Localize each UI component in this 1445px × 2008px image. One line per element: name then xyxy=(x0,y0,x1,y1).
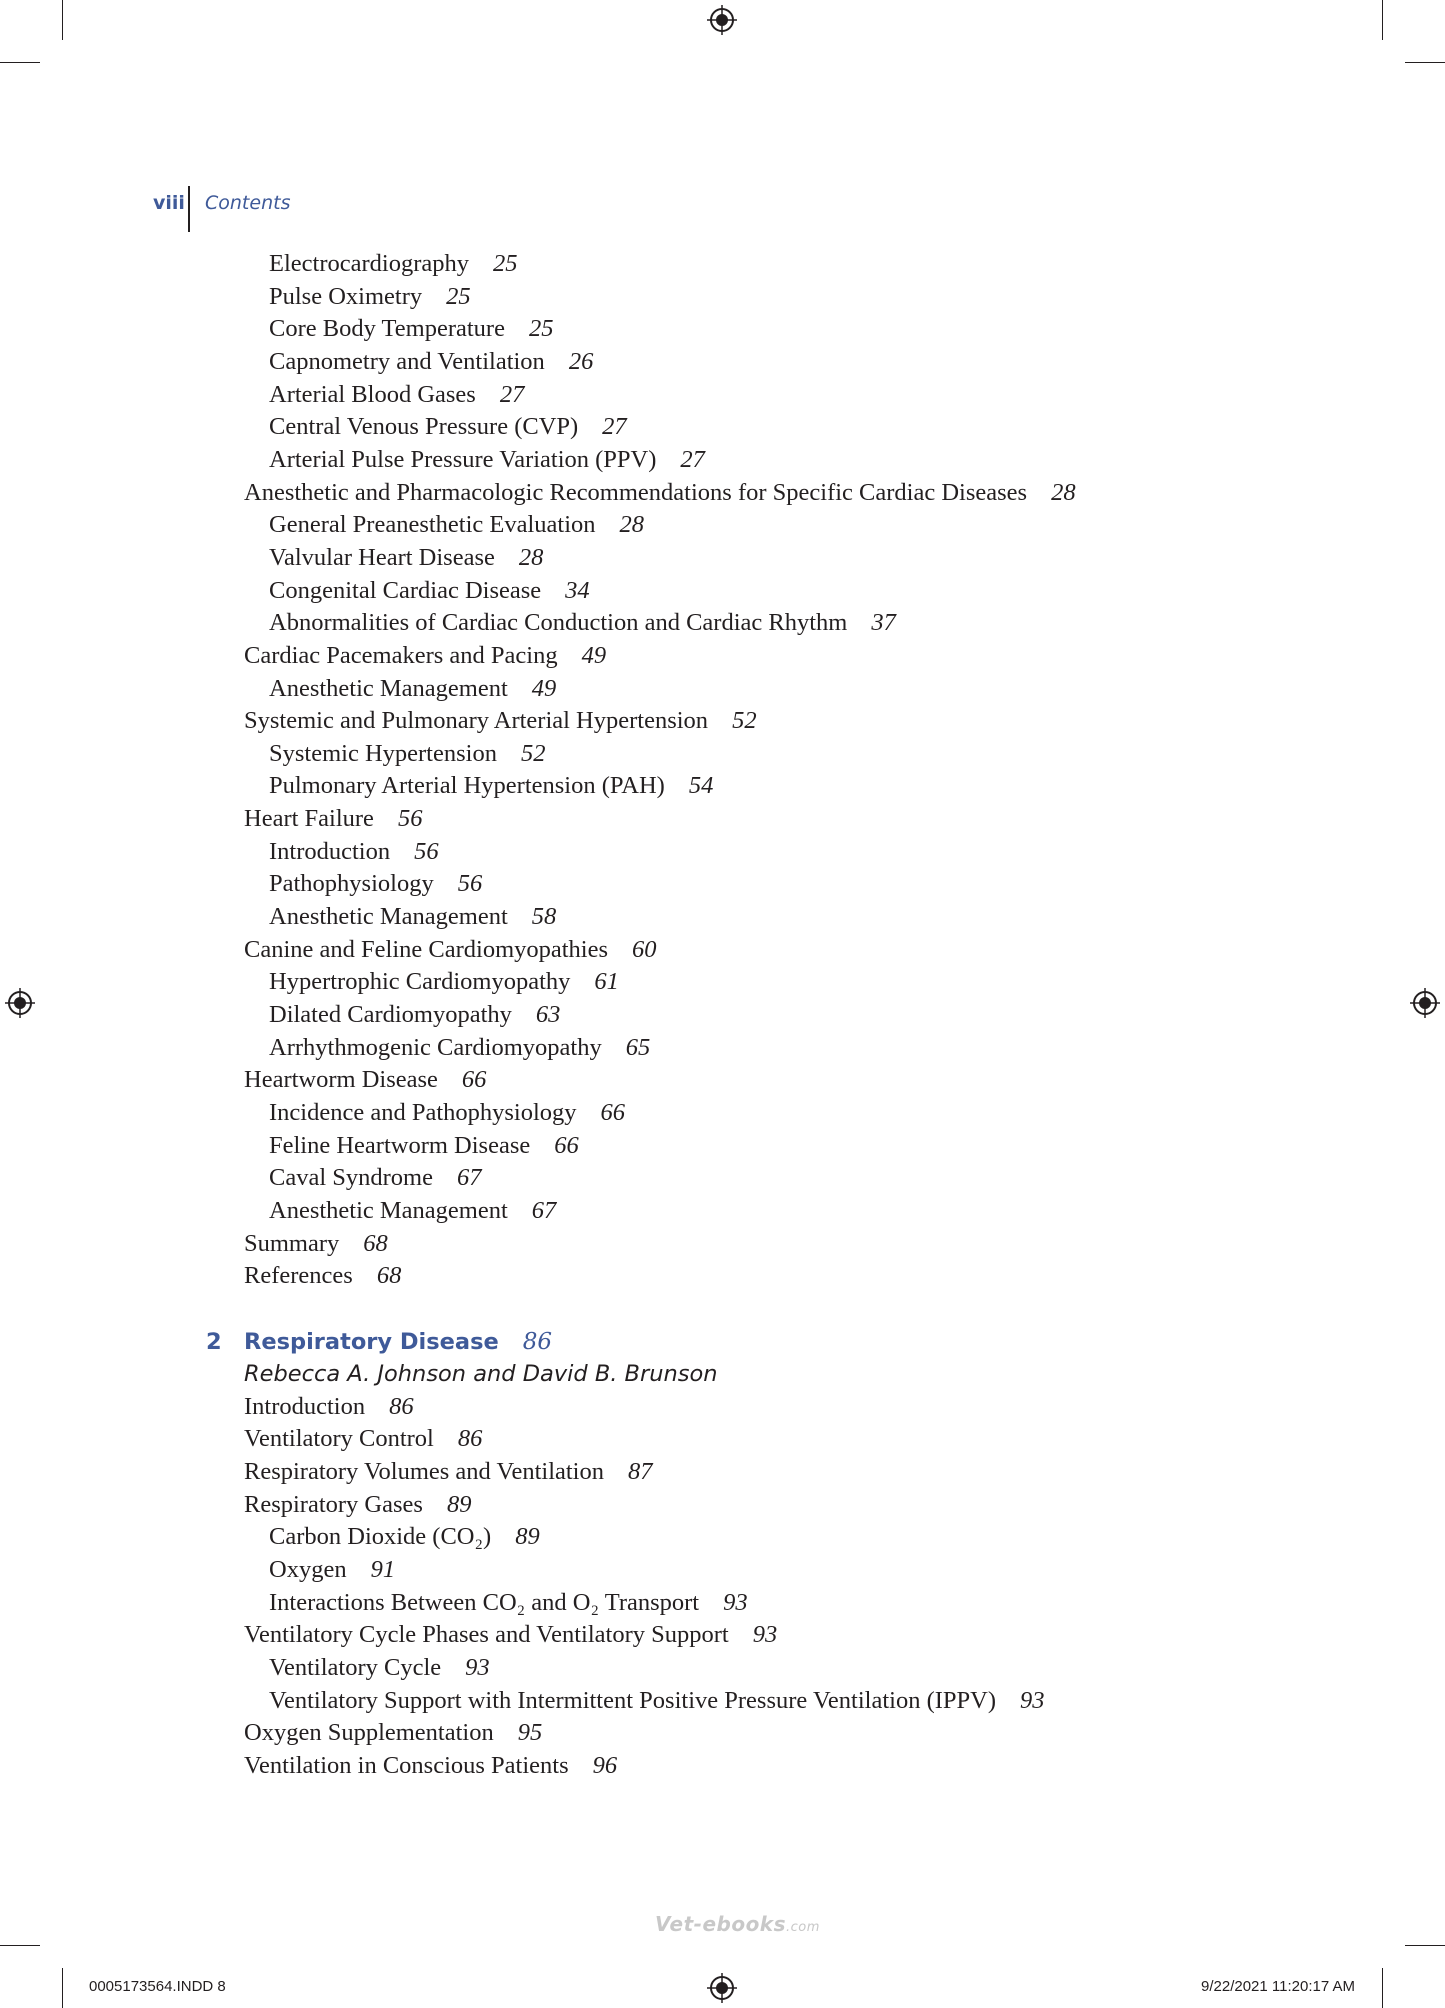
entry-page-number: 91 xyxy=(370,1556,396,1583)
entry-page-number: 34 xyxy=(565,576,590,604)
entry-page-number: 65 xyxy=(625,1033,651,1061)
entry-page-number: 26 xyxy=(568,347,594,375)
toc-subsection-entry xyxy=(269,1131,579,1161)
entry-page-number: 52 xyxy=(732,707,757,735)
entry-title: Anesthetic Management xyxy=(269,674,508,702)
entry-title: Hypertrophic Cardiomyopathy xyxy=(269,968,571,996)
entry-title: Ventilation in Conscious Patients xyxy=(244,1751,569,1779)
entry-title: Systemic and Pulmonary Arterial Hypertension xyxy=(244,707,709,735)
toc-subsection-entry xyxy=(269,445,705,475)
toc-section-entry xyxy=(244,1457,653,1487)
entry-page-number: 66 xyxy=(554,1131,579,1159)
chapter-number: 2 xyxy=(206,1328,222,1355)
toc-section-entry xyxy=(244,1229,388,1259)
entry-title: Systemic Hypertension xyxy=(269,739,497,767)
entry-title: Congenital Cardiac Disease xyxy=(269,576,542,604)
entry-title: Abnormalities of Cardiac Conduction and Cardiac Rhythm xyxy=(269,609,848,637)
entry-title: Ventilatory Support with Intermittent Positive Pressure Ventilation (IPPV) xyxy=(269,1686,996,1714)
entry-title: Pathophysiology xyxy=(269,870,434,898)
toc-section-entry xyxy=(244,1718,542,1748)
entry-page-number: 93 xyxy=(723,1588,748,1616)
toc-subsection-entry xyxy=(269,608,896,638)
entry-page-number: 66 xyxy=(461,1066,487,1094)
entry-page-number: 89 xyxy=(515,1523,540,1551)
entry-title: Summary xyxy=(244,1229,340,1257)
toc-subsection-entry xyxy=(269,674,556,704)
entry-page-number: 86 xyxy=(457,1425,483,1453)
toc-section-entry xyxy=(244,478,1076,508)
entry-title: Respiratory Gases xyxy=(244,1490,423,1518)
chapter-authors: Rebecca A. Johnson and David B. Brunson xyxy=(244,1361,718,1388)
entry-page-number: 60 xyxy=(632,935,657,963)
entry-page-number: 25 xyxy=(492,250,518,277)
entry-title: Anesthetic and Pharmacologic Recommendations for Specific Cardiac Diseases xyxy=(244,478,1028,506)
entry-title: Introduction xyxy=(269,837,391,865)
toc-subsection-entry xyxy=(269,282,471,312)
entry-page-number: 28 xyxy=(619,511,645,539)
entry-page-number: 63 xyxy=(535,1000,561,1028)
entry-page-number: 67 xyxy=(457,1164,482,1192)
running-head: Contents xyxy=(205,192,291,214)
toc-subsection-entry xyxy=(269,1686,1045,1716)
toc-section-entry xyxy=(244,1620,777,1650)
entry-page-number: 28 xyxy=(518,543,544,571)
entry-title: Ventilatory Cycle xyxy=(269,1654,442,1681)
entry-title: General Preanesthetic Evaluation xyxy=(269,511,596,539)
toc-section-entry xyxy=(244,804,422,834)
entry-title: Feline Heartworm Disease xyxy=(269,1131,531,1159)
entry-title: Oxygen Supplementation xyxy=(244,1719,494,1747)
entry-page-number: 52 xyxy=(520,739,546,767)
crop-mark xyxy=(1382,0,1383,40)
entry-page-number: 87 xyxy=(628,1458,653,1485)
entry-title: Heart Failure xyxy=(244,805,374,832)
entry-title: Caval Syndrome xyxy=(269,1164,433,1192)
toc-section-entry xyxy=(244,706,757,736)
entry-title: Anesthetic Management xyxy=(269,1196,508,1224)
entry-page-number: 66 xyxy=(600,1098,626,1126)
chapter-title: Respiratory Disease xyxy=(244,1328,499,1355)
toc-subsection-entry xyxy=(269,412,627,442)
entry-page-number: 27 xyxy=(499,380,525,408)
entry-title: Dilated Cardiomyopathy xyxy=(269,1000,512,1028)
crop-mark xyxy=(1405,1945,1445,1946)
entry-title: Central Venous Pressure (CVP) xyxy=(269,413,579,441)
entry-page-number: 93 xyxy=(1020,1686,1045,1714)
toc-subsection-entry xyxy=(269,380,524,410)
entry-title: Pulse Oximetry xyxy=(269,282,423,310)
entry-title: Core Body Temperature xyxy=(269,315,505,343)
toc-section-entry xyxy=(244,1261,401,1291)
toc-subsection-entry xyxy=(269,1196,556,1226)
toc-subsection-entry xyxy=(269,1000,560,1030)
entry-page-number: 25 xyxy=(446,282,471,310)
entry-page-number: 28 xyxy=(1051,478,1076,506)
watermark-logo xyxy=(655,1912,820,1936)
entry-page-number: 93 xyxy=(752,1621,778,1649)
entry-title: Ventilatory Control xyxy=(244,1425,434,1453)
toc-subsection-entry xyxy=(269,837,439,867)
toc-section-entry xyxy=(244,935,657,965)
watermark-text: Vet-ebooks xyxy=(655,1912,787,1936)
entry-title: Arterial Blood Gases xyxy=(269,380,476,408)
toc-section-entry xyxy=(244,1065,486,1095)
crop-mark xyxy=(62,1968,63,2008)
entry-title: Arterial Pulse Pressure Variation (PPV) xyxy=(269,445,657,473)
entry-page-number: 86 xyxy=(389,1392,414,1420)
toc-subsection-entry xyxy=(269,739,545,769)
slug-filename: 0005173564.INDD 8 xyxy=(89,1978,226,1995)
toc-subsection-entry xyxy=(269,576,590,606)
entry-title: Incidence and Pathophysiology xyxy=(269,1098,577,1126)
entry-page-number: 54 xyxy=(688,772,714,800)
toc-subsection-entry xyxy=(269,1522,540,1552)
crop-mark xyxy=(0,62,40,63)
entry-title: Cardiac Pacemakers and Pacing xyxy=(244,641,558,669)
entry-title: Capnometry and Ventilation xyxy=(269,347,545,375)
crop-mark xyxy=(0,1945,40,1946)
entry-page-number: 37 xyxy=(871,609,896,637)
toc-section-entry xyxy=(244,1424,482,1454)
registration-mark-icon xyxy=(1410,988,1440,1018)
entry-title: Electrocardiography xyxy=(269,250,469,277)
entry-page-number: 58 xyxy=(531,903,557,930)
toc-subsection-entry xyxy=(269,771,713,801)
entry-title: Interactions Between CO₂ and O₂ Transport xyxy=(269,1588,700,1616)
header-rule xyxy=(188,186,190,232)
registration-mark-icon xyxy=(5,988,35,1018)
registration-mark-icon xyxy=(707,5,737,35)
toc-subsection-entry xyxy=(269,967,619,997)
entry-page-number: 68 xyxy=(376,1262,402,1290)
toc-section-entry xyxy=(244,1392,414,1422)
toc-subsection-entry xyxy=(269,1555,395,1585)
toc-subsection-entry xyxy=(269,1033,650,1063)
entry-page-number: 49 xyxy=(531,674,557,702)
toc-subsection-entry xyxy=(269,1098,625,1128)
entry-title: References xyxy=(244,1262,353,1290)
toc-subsection-entry xyxy=(269,1588,748,1618)
entry-title: Valvular Heart Disease xyxy=(269,543,495,571)
entry-page-number: 93 xyxy=(465,1654,490,1681)
toc-subsection-entry xyxy=(269,1163,482,1193)
crop-mark xyxy=(62,0,63,40)
toc-section-entry xyxy=(244,641,606,671)
entry-title: Respiratory Volumes and Ventilation xyxy=(244,1458,604,1485)
entry-title: Introduction xyxy=(244,1392,366,1420)
toc-subsection-entry xyxy=(269,902,556,932)
entry-title: Oxygen xyxy=(269,1556,347,1583)
crop-mark xyxy=(1382,1968,1383,2008)
watermark-suffix: .com xyxy=(786,1920,820,1935)
toc-subsection-entry xyxy=(269,249,517,279)
entry-page-number: 27 xyxy=(602,413,627,441)
chapter-page-number: 86 xyxy=(522,1328,553,1355)
toc-subsection-entry xyxy=(269,543,543,573)
entry-title: Canine and Feline Cardiomyopathies xyxy=(244,935,609,963)
entry-page-number: 56 xyxy=(397,805,423,832)
entry-page-number: 27 xyxy=(680,445,705,473)
entry-title: Pulmonary Arterial Hypertension (PAH) xyxy=(269,772,665,800)
chapter-heading xyxy=(206,1327,552,1357)
toc-subsection-entry xyxy=(269,347,593,377)
entry-title: Carbon Dioxide (CO₂) xyxy=(269,1523,492,1551)
entry-page-number: 49 xyxy=(581,641,607,669)
entry-page-number: 68 xyxy=(363,1229,388,1257)
entry-title: Ventilatory Cycle Phases and Ventilatory Support xyxy=(244,1621,729,1649)
page-folio: viii xyxy=(153,192,185,214)
entry-page-number: 67 xyxy=(531,1196,557,1224)
entry-page-number: 89 xyxy=(446,1490,472,1518)
entry-page-number: 56 xyxy=(457,870,483,898)
entry-page-number: 95 xyxy=(517,1719,543,1747)
entry-page-number: 96 xyxy=(592,1751,618,1779)
slug-timestamp: 9/22/2021 11:20:17 AM xyxy=(1201,1978,1356,1995)
crop-mark xyxy=(1405,62,1445,63)
entry-page-number: 56 xyxy=(414,837,439,865)
toc-subsection-entry xyxy=(269,510,644,540)
toc-subsection-entry xyxy=(269,1653,490,1683)
toc-section-entry xyxy=(244,1751,617,1781)
registration-mark-icon xyxy=(707,1973,737,2003)
toc-section-entry xyxy=(244,1490,471,1520)
entry-page-number: 25 xyxy=(528,315,554,343)
toc-subsection-entry xyxy=(269,869,482,899)
entry-title: Arrhythmogenic Cardiomyopathy xyxy=(269,1033,602,1061)
entry-title: Anesthetic Management xyxy=(269,903,508,930)
entry-title: Heartworm Disease xyxy=(244,1066,438,1094)
toc-subsection-entry xyxy=(269,314,553,344)
entry-page-number: 61 xyxy=(594,968,619,996)
